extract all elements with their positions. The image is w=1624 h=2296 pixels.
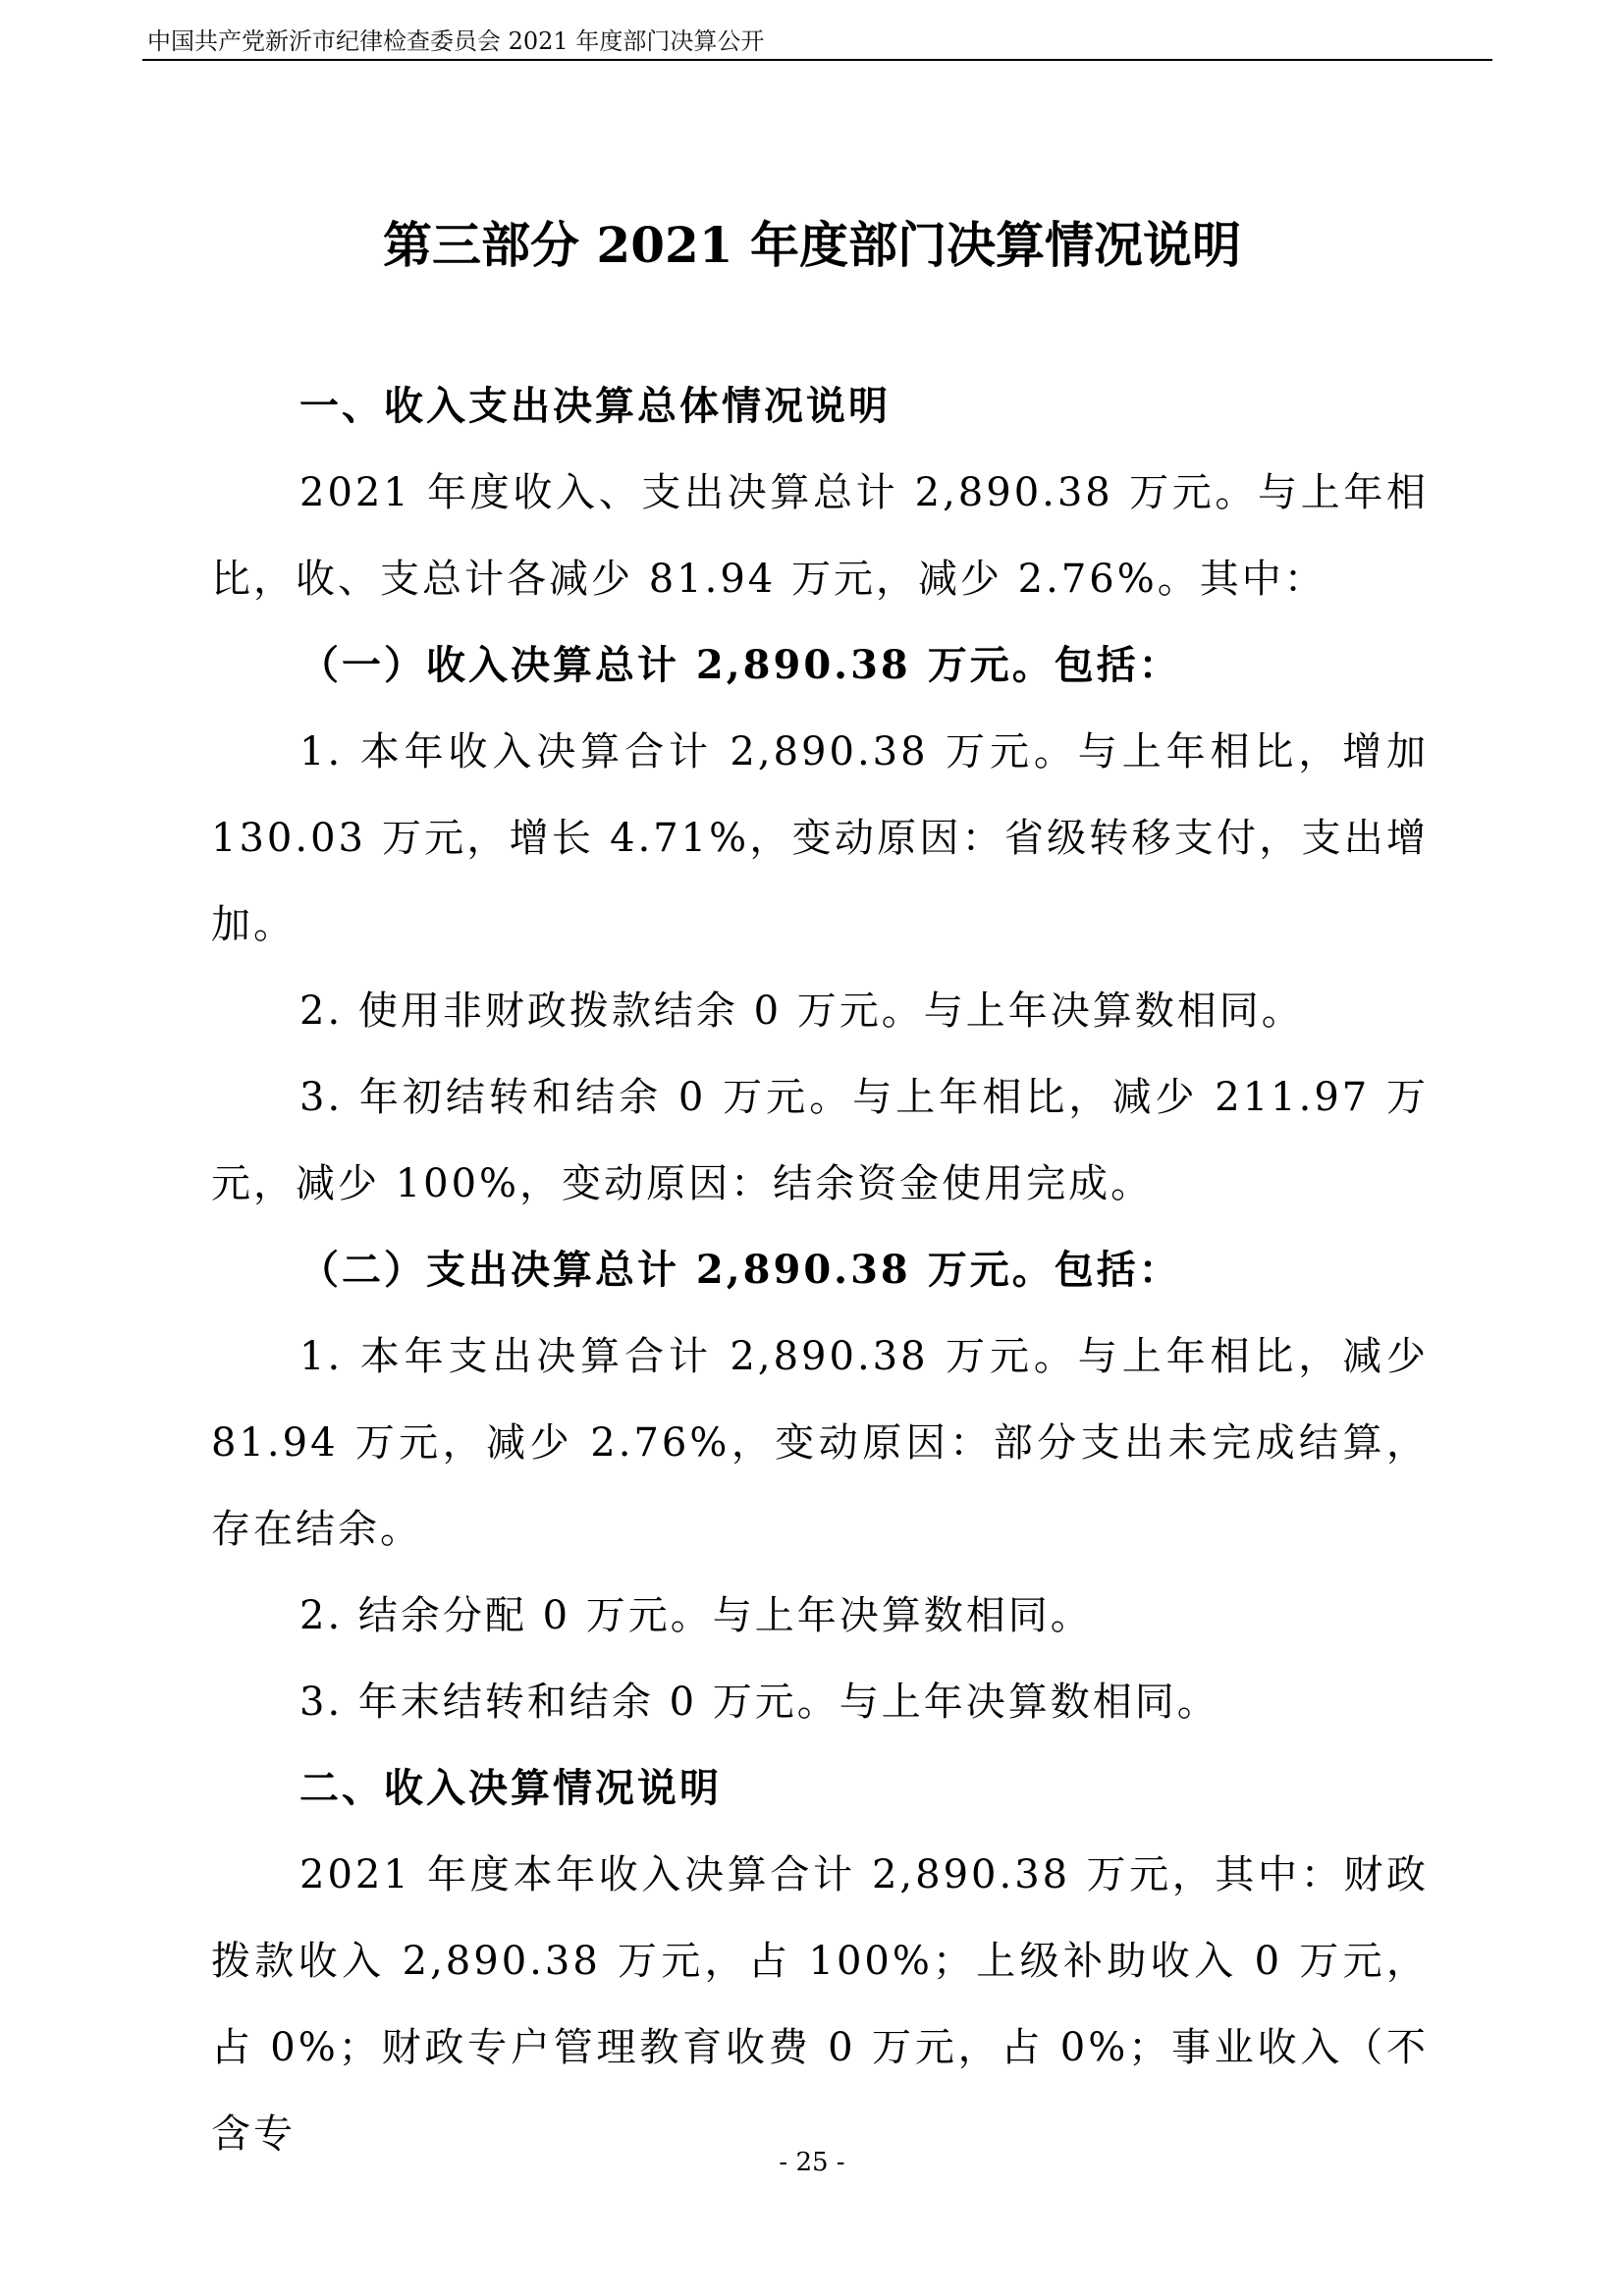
income-total-subheading: （一）收入决算总计 2,890.38 万元。包括：: [299, 642, 1181, 688]
expenditure-item-1-paragraph: 1. 本年支出决算合计 2,890.38 万元。与上年相比，减少 81.94 万元，减少 2.76%，变动原因：部分支出未完成结算，存在结余。: [211, 1334, 1429, 1552]
expenditure-total-subheading: （二）支出决算总计 2,890.38 万元。包括：: [299, 1247, 1181, 1293]
page-title: 第三部分 2021 年度部门决算情况说明: [383, 216, 1241, 274]
section-2-heading: 二、收入决算情况说明: [299, 1765, 722, 1811]
document-body: [211, 363, 1429, 2177]
section-2-income-paragraph: 2021 年度本年收入决算合计 2,890.38 万元，其中：财政拨款收入 2,890.38 万元，占 100%；上级补助收入 0 万元，占 0%；财政专户管理教育收费 0 万元，占 0%；事业收入（不含专: [211, 1852, 1429, 2157]
header-rule: [142, 59, 1492, 61]
income-item-3-paragraph: 3. 年初结转和结余 0 万元。与上年相比，减少 211.97 万元，减少 100%，变动原因：结余资金使用完成。: [211, 1075, 1429, 1206]
running-header: 中国共产党新沂市纪律检查委员会 2021 年度部门决算公开: [147, 27, 765, 55]
section-1-heading: 一、收入支出决算总体情况说明: [299, 383, 891, 429]
page-number: - 25 -: [779, 2148, 845, 2177]
income-item-1-paragraph: 1. 本年收入决算合计 2,890.38 万元。与上年相比，增加 130.03 万元，增长 4.71%，变动原因：省级转移支付，支出增加。: [211, 729, 1429, 947]
income-item-2-paragraph: 2. 使用非财政拨款结余 0 万元。与上年决算数相同。: [299, 988, 1304, 1034]
section-1-summary-paragraph: 2021 年度收入、支出决算总计 2,890.38 万元。与上年相比，收、支总计各减少 81.94 万元，减少 2.76%。其中：: [211, 470, 1429, 602]
expenditure-item-3-paragraph: 3. 年末结转和结余 0 万元。与上年决算数相同。: [299, 1680, 1219, 1725]
expenditure-item-2-paragraph: 2. 结余分配 0 万元。与上年决算数相同。: [299, 1593, 1093, 1638]
